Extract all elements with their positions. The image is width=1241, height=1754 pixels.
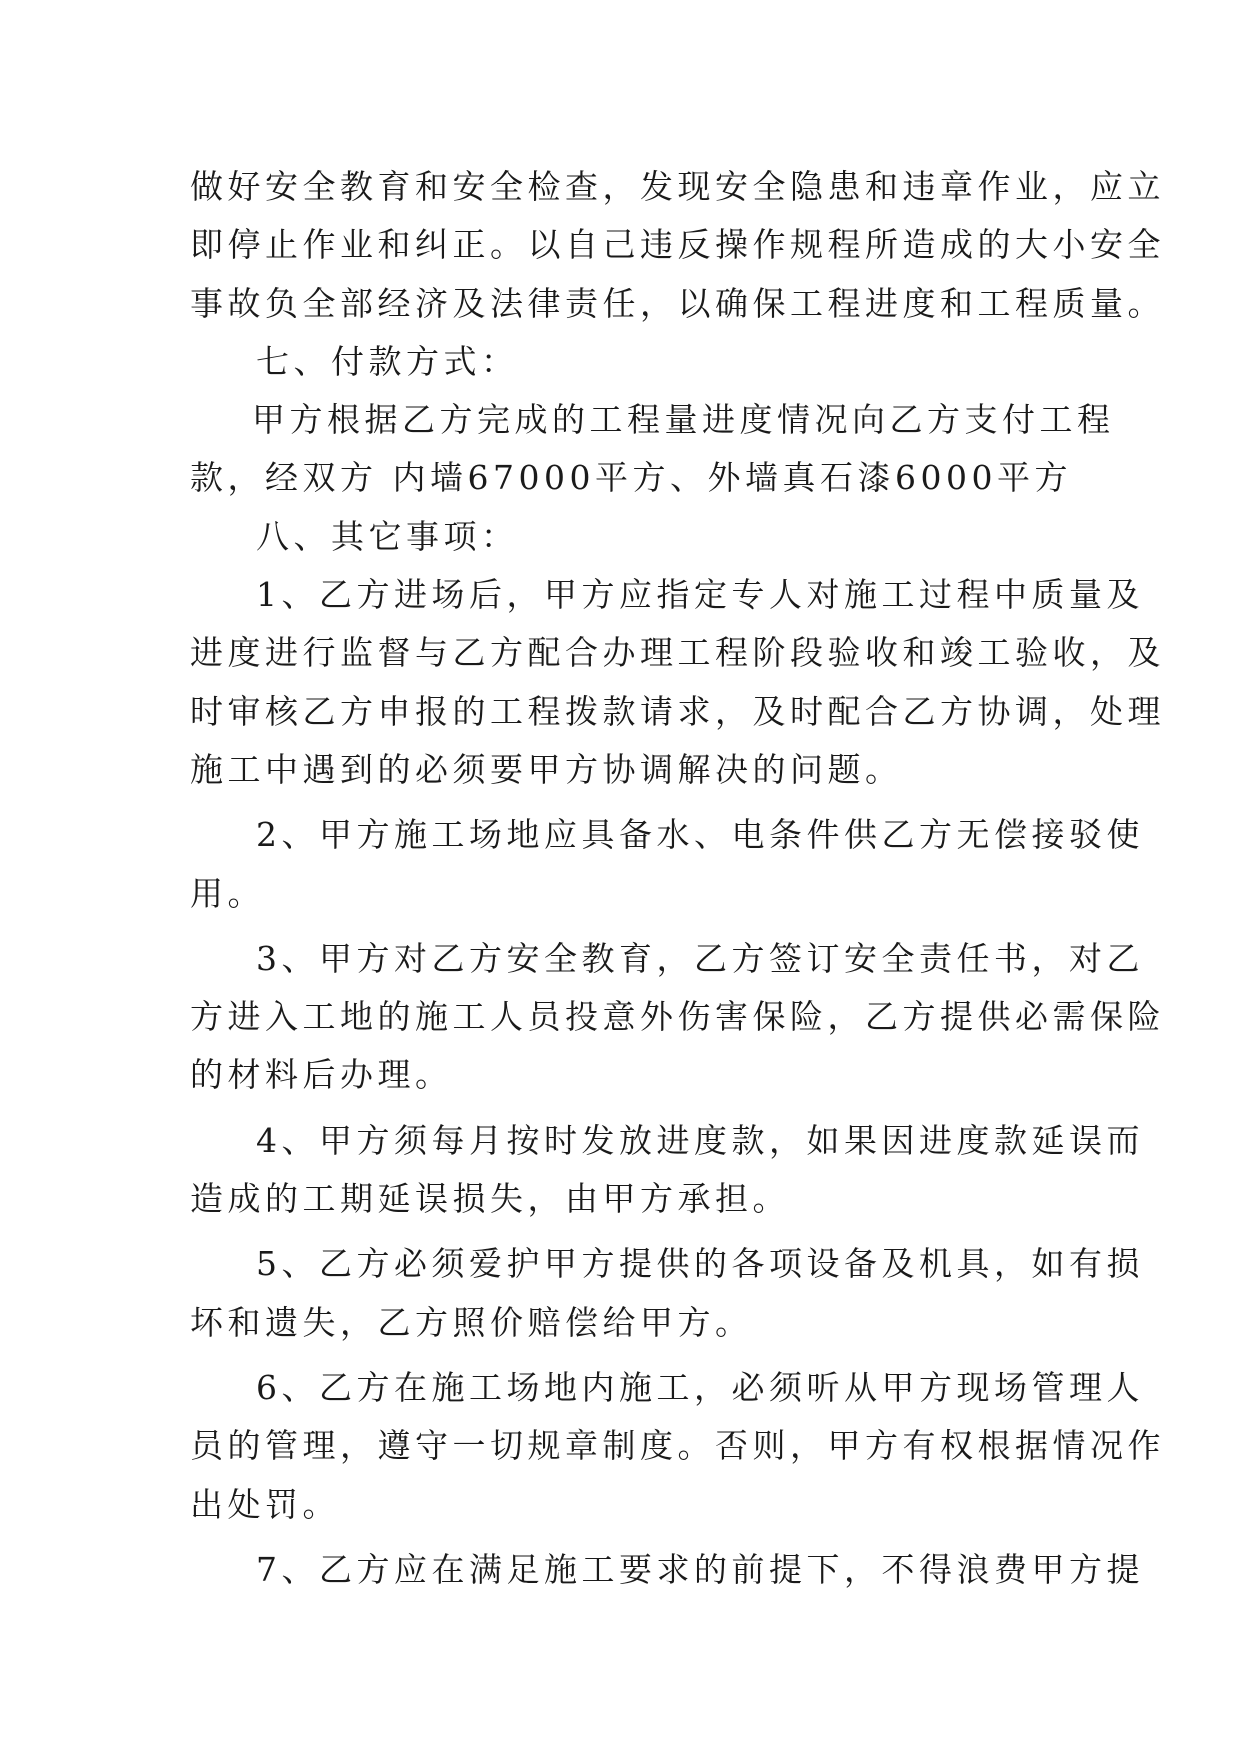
list-item-2-line: 2、甲方施工场地应具备水、电条件供乙方无偿接驳使 <box>256 815 1144 855</box>
text-line: 施工中遇到的必须要甲方协调解决的问题。 <box>190 749 903 789</box>
text-line: 出处罚。 <box>190 1484 340 1524</box>
list-item-3-line: 3、甲方对乙方安全教育，乙方签订安全责任书，对乙 <box>256 938 1144 978</box>
list-item-4-line: 4、甲方须每月按时发放进度款，如果因进度款延误而 <box>256 1120 1144 1160</box>
text-line: 事故负全部经济及法律责任，以确保工程进度和工程质量。 <box>190 283 1165 323</box>
text-line: 进度进行监督与乙方配合办理工程阶段验收和竣工验收，及 <box>190 633 1165 673</box>
text-line: 的材料后办理。 <box>190 1055 453 1095</box>
text-line: 用。 <box>190 873 265 913</box>
text-line: 方进入工地的施工人员投意外伤害保险，乙方提供必需保险 <box>190 997 1165 1037</box>
text-line: 造成的工期延误损失，由甲方承担。 <box>190 1179 790 1219</box>
document-body <box>190 158 1165 1599</box>
text-line: 坏和遗失，乙方照价赔偿给甲方。 <box>190 1302 753 1342</box>
list-item-7-line: 7、乙方应在满足施工要求的前提下，不得浪费甲方提 <box>256 1549 1144 1589</box>
text-line: 款，经双方 内墙67000平方、外墙真石漆6000平方 <box>190 458 1072 498</box>
section-heading-payment: 七、付款方式： <box>256 341 519 381</box>
list-item-1-line: 1、乙方进场后，甲方应指定专人对施工过程中质量及 <box>256 575 1144 615</box>
list-item-5-line: 5、乙方必须爱护甲方提供的各项设备及机具，如有损 <box>256 1244 1144 1284</box>
text-line: 员的管理，遵守一切规章制度。否则，甲方有权根据情况作 <box>190 1426 1165 1466</box>
text-line: 即停止作业和纠正。以自己违反操作规程所造成的大小安全 <box>190 225 1165 265</box>
text-line: 甲方根据乙方完成的工程量进度情况向乙方支付工程 <box>252 400 1115 440</box>
list-item-6-line: 6、乙方在施工场地内施工，必须听从甲方现场管理人 <box>256 1367 1144 1407</box>
text-line: 做好安全教育和安全检查，发现安全隐患和违章作业，应立 <box>190 167 1165 206</box>
section-heading-other-matters: 八、其它事项： <box>256 516 519 556</box>
text-line: 时审核乙方申报的工程拨款请求，及时配合乙方协调，处理 <box>190 691 1165 731</box>
